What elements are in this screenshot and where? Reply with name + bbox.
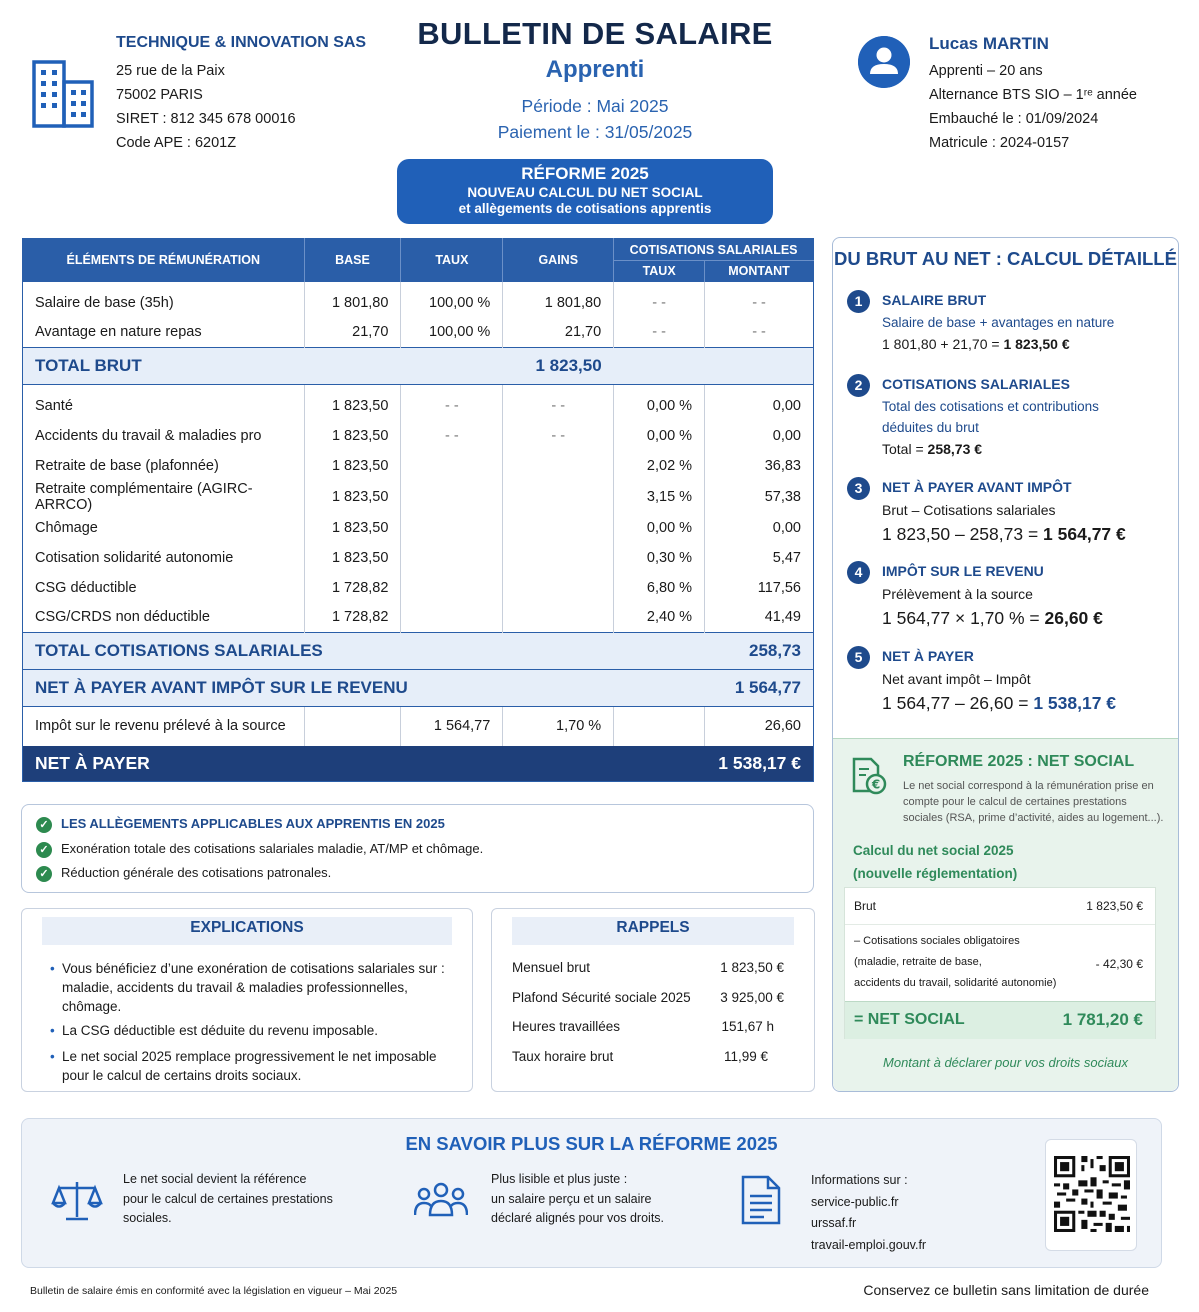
net-social-table [844,887,1156,1039]
company-ape: Code APE : 6201Z [116,135,237,151]
check-circle-icon: ✓ [36,866,52,882]
total-brut-row [23,348,814,385]
cell-base: 1 823,50 [304,391,401,421]
total-cotisations-row [23,633,814,670]
step-formula-line [882,336,1070,352]
explication-text: La CSG déductible est déduite du revenu imposable. [62,1023,378,1038]
cell-cot-montant: 0,00 [772,519,801,536]
document-icon [740,1174,782,1226]
net-avant-impot-row [23,670,814,707]
table-row [23,288,814,318]
cell-base: 1 823,50 [304,421,401,451]
more-info-text: déclaré alignés pour vos droits. [491,1211,665,1225]
rappel-label: Plafond Sécurité sociale 2025 [512,990,691,1005]
cell-base: 21,70 [304,318,401,348]
step-result: 1 564,77 € [1043,524,1126,544]
step-number: 5 [847,646,870,669]
step-result: 258,73 € [927,441,983,457]
net-a-payer-label: NET À PAYER [23,746,705,782]
table-row [23,603,814,633]
explications-title: EXPLICATIONS [42,917,452,945]
allegements-item-text: Réduction générale des cotisations patronales. [61,865,332,880]
cell-cot-montant: - - [752,294,766,311]
step-desc: Salaire de base + avantages en nature [882,315,1115,330]
net-social-description: Le net social correspond à la rémunération prise en compte pour le calcul de certaines prestations sociales (RSA, prime d’activité, aides au logement...). [903,780,1164,824]
allegements-item [36,865,331,882]
rappel-value: 11,99 € [723,1049,768,1064]
net-social-box [833,738,1178,1091]
table-row [23,543,814,573]
cell-base: 1 823,50 [304,451,401,481]
step-formula: 1 823,50 – 258,73 = [882,524,1044,544]
net-social-total-value: 1 781,20 € [1062,1010,1143,1029]
net-social-cot-label: (maladie, retraite de base, [854,956,982,968]
net-social-cot-label: accidents du travail, solidarité autonomie) [854,977,1057,989]
reform-banner [397,159,773,224]
brut-net-title: DU BRUT AU NET : CALCUL DÉTAILLÉ [834,248,1177,269]
cell-cot-taux: - - [614,318,705,348]
cell-base: 1 823,50 [304,481,401,513]
cell-base: 1 728,82 [304,603,401,633]
check-circle-icon: ✓ [36,817,52,833]
net-a-payer-row [23,746,814,782]
more-info-col2 [491,1170,664,1229]
net-social-subtitle [853,839,1017,885]
pay-period: Période : Mai 2025 [521,96,669,116]
row-label: Retraite de base (plafonnée) [23,451,305,481]
table-row [23,481,814,513]
column-header-elements: ÉLÉMENTS DE RÉMUNÉRATION [23,239,305,282]
payment-date: Paiement le : 31/05/2025 [497,122,693,142]
company-siret: SIRET : 812 345 678 00016 [116,111,296,127]
row-label: Chômage [23,513,305,543]
allegements-title-line [36,816,445,833]
cell-cot-montant: 57,38 [764,488,801,505]
cell-base: 1 823,50 [304,543,401,573]
explication-item: • La CSG déductible est déduite du revenu imposable. [50,1023,378,1038]
column-header-gains: GAINS [503,239,614,282]
step-title: NET À PAYER AVANT IMPÔT [882,479,1072,495]
cell-cot-taux: 0,00 % [614,421,705,451]
more-info-col3 [811,1170,926,1256]
step-desc: Brut – Cotisations salariales [882,502,1056,518]
rappel-label: Mensuel brut [512,960,591,975]
qr-code-pattern [1054,1156,1130,1232]
company-address-city: 75002 PARIS [116,87,203,103]
step-number: 3 [847,477,870,500]
cell-cot-montant: 0,00 [772,397,801,414]
total-brut-value: 1 823,50 [503,348,614,385]
cell-cot-montant: 117,56 [757,579,801,596]
cell-gains: - - [503,421,614,451]
cell-cot-taux: 6,80 % [614,573,705,603]
net-social-subtitle-line: Calcul du net social 2025 [853,843,1014,858]
rappel-label: Heures travaillées [512,1019,621,1034]
step-number: 4 [847,561,870,584]
explication-text: Le net social 2025 remplace progressivement le net imposable pour le calcul de certains droits sociaux. [62,1049,437,1083]
column-header-taux: TAUX [401,239,503,282]
employee-hire-date: Embauché le : 01/09/2024 [929,111,1099,127]
cell-gains: - - [503,391,614,421]
cell-cot-montant: - - [752,324,766,341]
row-label: Santé [23,391,305,421]
net-social-brut-label: Brut [854,899,877,913]
rappels-box [491,908,815,1092]
net-social-brut-value: 1 823,50 € [1086,899,1143,913]
cell-cot-montant: 41,49 [764,609,801,626]
more-info-text: sociales. [123,1211,172,1225]
more-info-text: un salaire perçu et un salaire [491,1191,652,1206]
employee-status: Apprenti – 20 ans [929,63,1043,79]
cell-base: 1 823,50 [304,513,401,543]
cell-taux: 100,00 % [401,318,503,348]
check-circle-icon: ✓ [36,842,52,858]
table-row [23,318,814,348]
net-avant-impot-value: 1 564,77 [705,670,814,707]
employee-id: Matricule : 2024-0157 [929,135,1070,151]
row-label: CSG déductible [23,573,305,603]
step-title: NET À PAYER [882,648,974,664]
step-formula-line [882,524,1126,545]
company-address-street: 25 rue de la Paix [116,63,225,79]
step-title: COTISATIONS SALARIALES [882,376,1070,392]
net-social-cot-label: – Cotisations sociales obligatoires [854,935,1020,947]
employee-program: Alternance BTS SIO – 1ʳᵉ année [929,87,1137,103]
rappel-value: 3 925,00 € [720,990,784,1005]
more-info-text: pour le calcul de certaines prestations [123,1191,333,1206]
more-info-box [21,1118,1162,1268]
reform-banner-line: NOUVEAU CALCUL DU NET SOCIAL [467,185,703,200]
explication-item: • Le net social 2025 remplace progressivement le net imposable pour le calcul de certains droits sociaux. [50,1049,437,1083]
more-info-link[interactable]: travail-emploi.gouv.fr [811,1237,927,1252]
step-formula-line [882,693,1116,714]
step-formula-line [882,608,1103,629]
column-header-cot-taux: TAUX [614,261,705,282]
step-title: SALAIRE BRUT [882,292,987,308]
rappel-value: 1 823,50 € [720,960,784,975]
cell-cot-montant: 36,83 [764,457,801,474]
document-title: BULLETIN DE SALAIRE [417,16,773,51]
step-desc: Net avant impôt – Impôt [882,671,1031,687]
cell-gains: 1 801,80 [503,288,614,318]
step-desc: déduites du brut [882,420,979,435]
step-formula: 1 801,80 + 21,70 = [882,336,1004,352]
cell-cot-taux: 2,40 % [614,603,705,633]
cell-cot-montant: 0,00 [772,427,801,444]
more-info-text: Plus lisible et plus juste : [491,1172,628,1186]
step-formula-line [882,441,982,457]
more-info-link[interactable]: urssaf.fr [811,1216,857,1230]
cell-cot-taux: 2,02 % [614,451,705,481]
step-formula: Total = [882,441,928,457]
table-row [23,451,814,481]
cell-cot-taux: - - [614,288,705,318]
cell-taux: 100,00 % [401,288,503,318]
rappel-value: 151,67 h [721,1019,774,1034]
step-result: 1 538,17 € [1033,693,1117,713]
people-icon [414,1181,468,1217]
cell-gains: 21,70 [503,318,614,348]
step-desc: Total des cotisations et contributions [882,399,1099,414]
net-social-footer: Montant à déclarer pour vos droits sociaux [883,1055,1128,1070]
cell-cot-taux: 0,30 % [614,543,705,573]
step-result: 1 823,50 € [1003,336,1070,352]
table-row [23,421,814,451]
explications-box [21,908,473,1092]
qr-code-icon[interactable] [1045,1139,1137,1251]
svg-text:€: € [871,777,881,792]
impot-label: Impôt sur le revenu prélevé à la source [23,707,305,746]
user-avatar-icon [858,36,910,88]
more-info-link[interactable]: service-public.fr [811,1194,899,1209]
step-formula: 1 564,77 – 26,60 = [882,693,1034,713]
cell-taux: - - [401,421,503,451]
allegements-item [36,841,483,858]
more-info-col1 [123,1170,333,1229]
document-euro-icon [851,757,887,795]
document-subtitle: Apprenti [545,56,645,83]
impot-base: 1 564,77 [401,707,503,746]
cell-taux: - - [401,391,503,421]
step-formula: 1 564,77 × 1,70 % = [882,608,1045,628]
building-icon [32,58,96,128]
allegements-title: LES ALLÈGEMENTS APPLICABLES AUX APPRENTIS EN 2025 [61,816,445,831]
step-desc: Prélèvement à la source [882,586,1033,602]
allegements-item-text: Exonération totale des cotisations salariales maladie, AT/MP et chômage. [61,841,484,856]
step-number: 2 [847,374,870,397]
footer-note: Conservez ce bulletin sans limitation de durée [863,1282,1149,1298]
row-label: Salaire de base (35h) [23,288,305,318]
net-social-total-label: = NET SOCIAL [854,1011,965,1028]
table-row [23,573,814,603]
footer-legal: Bulletin de salaire émis en conformité avec la législation en vigueur – Mai 2025 [30,1285,398,1297]
more-info-text: Le net social devient la référence [123,1172,307,1186]
scales-icon [51,1179,103,1223]
cell-cot-montant: 5,47 [772,549,801,566]
impot-row [23,707,814,746]
explication-item: • Vous bénéficiez d’une exonération de cotisations salariales sur : maladie, accidents du travail & maladies professionnelles, chômage. [50,961,445,1014]
explication-text: Vous bénéficiez d’une exonération de cotisations salariales sur : maladie, accidents du travail & maladies professionnelles, chômage. [62,961,445,1014]
rappel-label: Taux horaire brut [512,1049,614,1064]
impot-montant: 26,60 [764,718,801,735]
table-row [23,513,814,543]
row-label: Retraite complémentaire (AGIRC-ARRCO) [23,481,305,513]
net-social-total-row [845,1001,1155,1039]
row-label: Accidents du travail & maladies pro [23,421,305,451]
row-label: Cotisation solidarité autonomie [23,543,305,573]
more-info-title: EN SAVOIR PLUS SUR LA RÉFORME 2025 [405,1133,778,1154]
net-social-subtitle-line: (nouvelle réglementation) [853,866,1018,881]
net-avant-impot-label: NET À PAYER AVANT IMPÔT SUR LE REVENU [23,670,705,707]
reform-banner-title: RÉFORME 2025 [521,164,649,183]
row-label: Avantage en nature repas [23,318,305,348]
row-label: CSG/CRDS non déductible [23,603,305,633]
allegements-box [21,804,814,893]
payslip-table [22,238,814,782]
table-row [23,391,814,421]
net-social-cot-value: - 42,30 € [1095,957,1143,971]
step-number: 1 [847,290,870,313]
step-result: 26,60 € [1044,608,1103,628]
column-header-cot-montant: MONTANT [705,261,814,282]
total-cotisations-label: TOTAL COTISATIONS SALARIALES [23,633,705,670]
company-name: TECHNIQUE & INNOVATION SAS [116,34,367,51]
total-cotisations-value: 258,73 [705,633,814,670]
cell-cot-taux: 0,00 % [614,513,705,543]
impot-rate: 1,70 % [503,707,614,746]
employee-name: Lucas MARTIN [929,34,1049,53]
net-social-title: RÉFORME 2025 : NET SOCIAL [903,753,1135,770]
column-header-cotisations: COTISATIONS SALARIALES [614,239,814,261]
reform-banner-line: et allègements de cotisations apprentis [458,201,712,216]
total-brut-label: TOTAL BRUT [23,348,503,385]
net-a-payer-value: 1 538,17 € [705,746,814,782]
brut-net-panel [832,237,1179,1092]
cell-base: 1 728,82 [304,573,401,603]
cell-base: 1 801,80 [304,288,401,318]
step-title: IMPÔT SUR LE REVENU [882,563,1044,579]
column-header-base: BASE [304,239,401,282]
rappels-title: RAPPELS [512,917,794,945]
cell-cot-taux: 0,00 % [614,391,705,421]
more-info-text: Informations sur : [811,1173,908,1187]
cell-cot-taux: 3,15 % [614,481,705,513]
